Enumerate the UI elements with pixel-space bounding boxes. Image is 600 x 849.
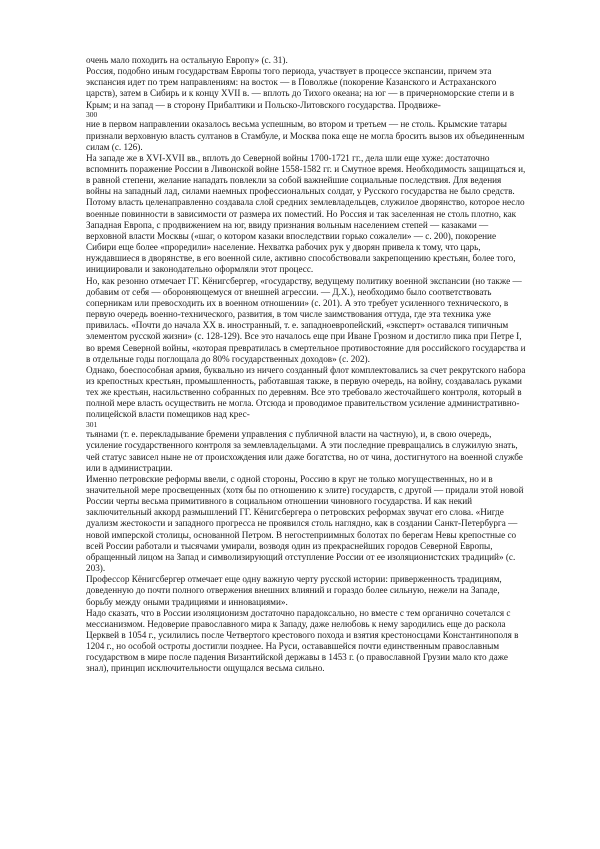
paragraph: Именно петровские реформы ввели, с одной стороны, Россию в круг не только могущественных, но и в значительной мере просвещенных (хотя бы по отношению к элите) государств, с другой — придали этой новой России черты весьма примитивного в социальном отношении чиновного государства. И как некий заключительный аккорд размышлений ГГ. Кёнигсбергера о петровских реформах звучат его слова. «Нигде дуализм жестокости и западного прогресса не проявился столь наглядно, как в создании Санкт-Петербурга — новой имперской столицы, основанной Петром. В негостеприимных болотах по берегам Невы крепостные со всей России работали и тысячами умирали, возводя один из прекраснейших городов Северной Европы, обращенный лицом на Запад и символизирующий отступление России от ее изоляционистских традиций» (с. 203). bbox=[86, 473, 524, 574]
page-number: 301 bbox=[86, 419, 98, 429]
paragraph: Однако, боеспособная армия, буквально из ничего созданный флот комплектовались за счет рекрутского набора из крепостных крестьян, промышленность, работавшая также, в первую очередь, на войну, создавалась руками тех же крестьян, насильственно собранных по деревням. Все это требовало жесточайшего контроля, который в полной мере власть осуществить не могла. Отсюда и проводимое правительством усиление административно-полицейской власти помещиков над крес- bbox=[86, 364, 526, 420]
document-page bbox=[86, 55, 528, 675]
paragraph: Надо сказать, что в России изоляционизм достаточно парадоксально, но вместе с тем органично сочетался с мессианизмом. Недоверие православного мира к Западу, даже нелюбовь к нему зародились еще до раскола Церквей в 1054 г., усилились после Четвертого крестового похода и взятия крестоносцами Константинополя в 1204 г., но особой остроты достигли позднее. На Руси, остававшейся почти единственным православным государством в мире после падения Византийской державы в 1453 г. (о православной Грузии мало кто даже знал), принцип исключительности ощущался весьма сильно. bbox=[86, 607, 519, 674]
paragraph: На западе же в XVI-XVII вв., вплоть до Северной войны 1700-1721 гг., дела шли еще хуже: достаточно вспомнить поражение России в Ливонской войне 1558-1582 гг. и Смутное время. Необходимость защищаться и, в равной степени, желание нападать повлекли за собой важнейшие социальные последствия. Для ведения войны на западный лад, силами наемных профессиональных солдат, у Русского государства не было средств. Потому власть целенаправленно создавала слой средних землевладельцев, служилое дворянство, которое несло военные повинности в зависимости от размера их поместий. Но Россия и так заселенная не столь плотно, как Западная Европа, с продвижением на юг, ввиду признания вольным населением степей — казаками — верховной власти Москвы («шаг, о котором казаки впоследствии горько сожалели» — с. 200), покорение Сибири еще более «проредили» население. Нехватка рабочих рук у дворян привела к тому, что царь, нуждавшиеся в дворянстве, в его военной силе, активно способствовали закрепощению крестьян, более того, инициировали и законодательно оформляли этот процесс. bbox=[86, 152, 526, 275]
paragraph: ние в первом направлении оказалось весьма успешным, во втором и третьем — не столь. Крымские татары признали верховную власть султанов в Стамбуле, и Москва пока еще не могла бросить вызов их объединенным силам (с. 126). bbox=[86, 119, 525, 152]
paragraph: тьянами (т. е. перекладывание бремени управления с публичной власти на частную), и, в свою очередь, усиление государственного контроля за землевладельцами. А эти последние превращались в служилую знать, чей статус зависел ныне не от происхождения или даже богатства, но от чина, достигнутого на военной службе или в администрации. bbox=[86, 429, 523, 473]
page-number: 300 bbox=[86, 109, 98, 119]
paragraph: Россия, подобно иным государствам Европы того периода, участвует в процессе экспансии, причем эта экспансия идет по трем направлениям: на восток — в Поволжье (покорение Казанского и Астраханского царств), затем в Сибирь и к концу XVII в. — вплоть до Тихого океана; на юг — в причерноморские степи и в Крым; и на запад — в сторону Прибалтики и Польско-Литовского государства. Продвиже- bbox=[86, 66, 515, 110]
paragraph: Профессор Кёнигсбергер отмечает еще одну важную черту русской истории: приверженность традициям, доведенную до почти полного отвержения внешних влияний и гораздо более сильную, нежели на Западе, борьбу между оными традициями и инновациями». bbox=[86, 574, 502, 607]
paragraph: очень мало походить на остальную Европу» (с. 31). bbox=[86, 55, 288, 65]
paragraph: Но, как резонно отмечает ГГ. Кёнигсбергер, «государству, ведущему политику военной экспансии (но также — добавим от себя — обороняющемуся от внешней агрессии. — Д.Х.), необходимо было соответствовать соперникам или превосходить их в военном отношении» (с. 201). А это требует усиленного технического, в первую очередь военно-технического, развития, в том числе заимствования оттуда, где эта техника уже привилась. «Почти до начала XX в. иностранный, т. е. западноевропейский, «эксперт» оставался типичным элементом русской жизни» (с. 128-129). Все это началось еще при Иване Грозном и достигло пика при Петре I, во время Северной войны, «которая превратилась в смертельное противостояние для российского государства и в отдельные годы поглощала до 80% государственных доходов» (с. 202). bbox=[86, 275, 526, 364]
